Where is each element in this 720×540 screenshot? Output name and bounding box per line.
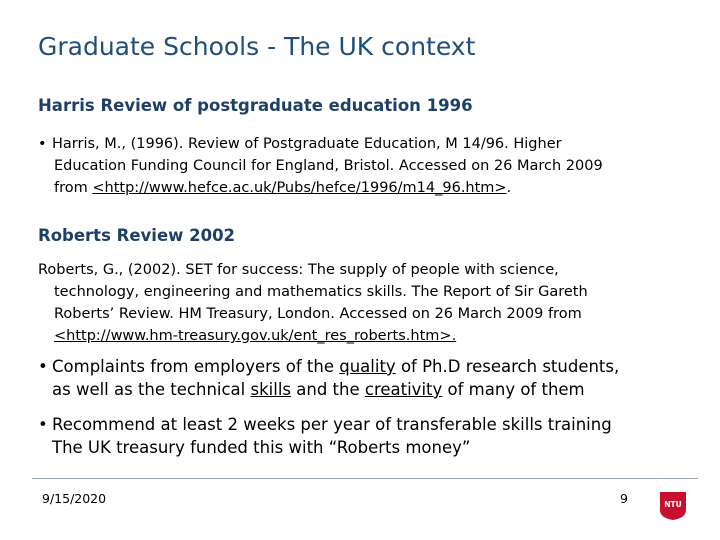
section-heading-harris: Harris Review of postgraduate education 1996	[38, 96, 473, 115]
hefce-link[interactable]: <http://www.hefce.ac.uk/Pubs/hefce/1996/m14_96.htm>	[92, 180, 507, 196]
roberts-ref-line-2: technology, engineering and mathematics skills. The Report of Sir Gareth	[54, 284, 588, 300]
quality-word: quality	[339, 357, 396, 376]
bullet-icon: •	[38, 415, 48, 434]
svg-text:NTU: NTU	[664, 500, 682, 509]
footer-date: 9/15/2020	[42, 491, 107, 506]
bullet-icon: •	[38, 136, 47, 152]
harris-reference	[38, 133, 678, 199]
roberts-ref-line-4: <http://www.hm-treasury.gov.uk/ent_res_roberts.htm>.	[54, 328, 457, 344]
harris-ref-line-3: from <http://www.hefce.ac.uk/Pubs/hefce/1996/m14_96.htm>.	[54, 180, 512, 196]
page-number: 9	[620, 491, 628, 506]
slide-title: Graduate Schools - The UK context	[38, 32, 476, 61]
harris-ref-line-2: Education Funding Council for England, Bristol. Accessed on 26 March 2009	[54, 158, 603, 174]
bullet-recommend	[38, 413, 612, 459]
bullet-recommend-line-1: • Recommend at least 2 weeks per year of transferable skills training	[38, 415, 612, 434]
roberts-reference	[38, 259, 678, 347]
bullet-icon: •	[38, 357, 48, 376]
treasury-link[interactable]: <http://www.hm-treasury.gov.uk/ent_res_roberts.htm>	[54, 328, 452, 344]
harris-ref-line-1: • Harris, M., (1996). Review of Postgraduate Education, M 14/96. Higher	[38, 133, 678, 155]
bullet-complaints-line-2: as well as the technical skills and the creativity of many of them	[52, 380, 585, 399]
creativity-word: creativity	[364, 380, 443, 399]
section-heading-roberts: Roberts Review 2002	[38, 226, 236, 245]
skills-word: skills	[250, 380, 292, 399]
footer-divider	[32, 478, 698, 479]
bullet-complaints	[38, 355, 619, 401]
bullet-complaints-line-1: • Complaints from employers of the quality of Ph.D research students,	[38, 357, 620, 376]
bullet-recommend-line-2: The UK treasury funded this with “Roberts money”	[52, 438, 471, 457]
roberts-ref-line-1: Roberts, G., (2002). SET for success: The supply of people with science,	[38, 262, 559, 278]
roberts-ref-line-3: Roberts’ Review. HM Treasury, London. Accessed on 26 March 2009 from	[54, 306, 582, 322]
ntu-logo-icon	[660, 488, 686, 520]
